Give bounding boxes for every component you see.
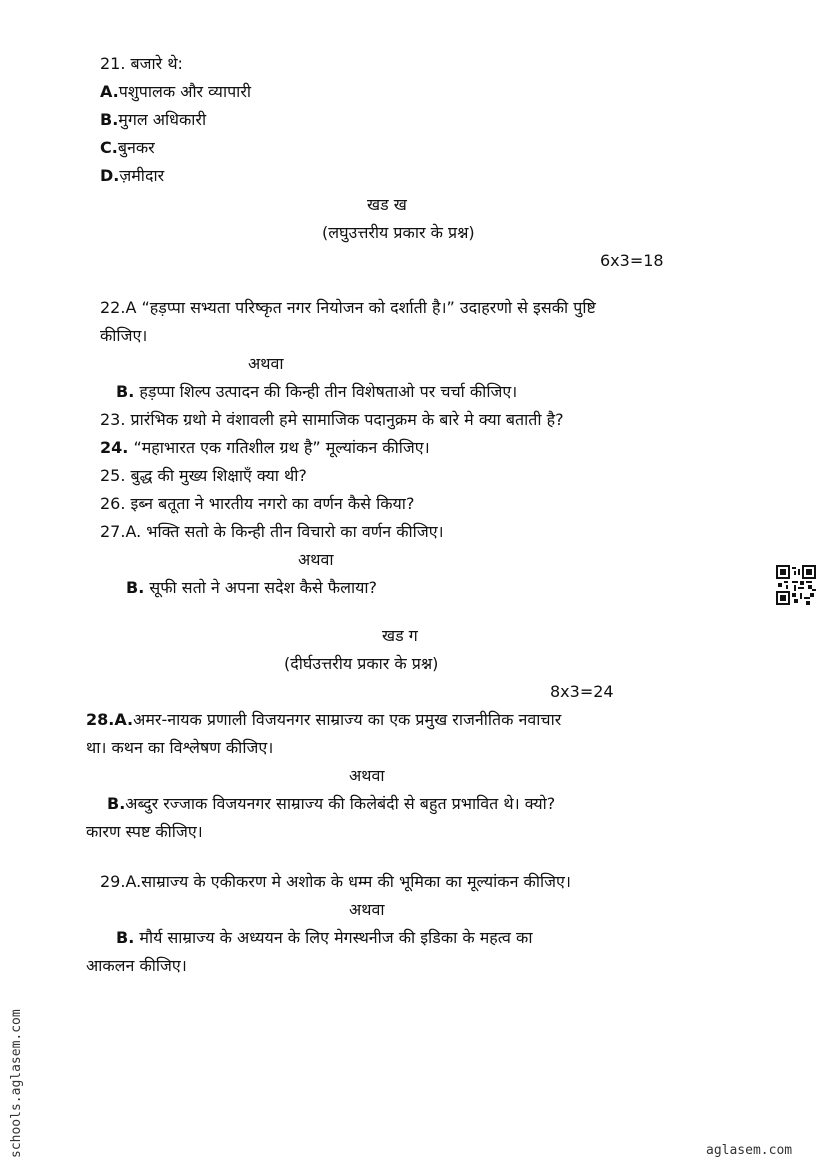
q26: 26. इब्न बतूता ने भारतीय नगरो का वर्णन कैसे किया? <box>100 494 415 513</box>
q28b-line2: कारण स्पष्ट कीजिए। <box>86 822 203 841</box>
qr-code-icon <box>776 565 816 605</box>
section-c-marks: 8x3=24 <box>550 682 614 701</box>
q27b: B. सूफी सतो ने अपना सदेश कैसे फैलाया? <box>126 578 378 597</box>
q24: 24. “महाभारत एक गतिशील ग्रथ है” मूल्यांकन कीजिए। <box>100 438 430 457</box>
section-b-heading: खड ख <box>367 195 407 214</box>
q28-or: अथवा <box>349 766 385 785</box>
q21-option-c: C.बुनकर <box>100 138 155 157</box>
q28a-line1: 28.A.अमर-नायक प्रणाली विजयनगर साम्राज्य का एक प्रमुख राजनीतिक नवाचार <box>86 710 562 729</box>
side-watermark: schools.aglasem.com <box>9 1009 24 1158</box>
section-b-subheading: (लघुउत्तरीय प्रकार के प्रश्न) <box>322 223 475 242</box>
q29b-line2: आकलन कीजिए। <box>86 956 187 975</box>
q28a-line2: था। कथन का विश्लेषण कीजिए। <box>86 738 274 757</box>
q29a: 29.A.साम्राज्य के एकीकरण मे अशोक के धम्म की भूमिका का मूल्यांकन कीजिए। <box>100 872 571 891</box>
q22-or: अथवा <box>248 354 284 373</box>
q29b-line1: B. मौर्य साम्राज्य के अध्ययन के लिए मेगस्थनीज की इडिका के महत्व का <box>116 928 533 947</box>
q23: 23. प्रारंभिक ग्रथो मे वंशावली हमे सामाजिक पदानुक्रम के बारे मे क्या बताती है? <box>100 410 564 429</box>
q21-stem: 21. बजारे थे: <box>100 54 183 73</box>
section-c-heading: खड ग <box>382 626 418 645</box>
section-b-marks: 6x3=18 <box>600 251 664 270</box>
footer-watermark: aglasem.com <box>706 1143 793 1158</box>
q27a: 27.A. भक्ति सतो के किन्ही तीन विचारो का वर्णन कीजिए। <box>100 522 444 541</box>
q22a-line1: 22.A “हड़प्पा सभ्यता परिष्कृत नगर नियोजन को दर्शाती है।” उदाहरणो से इसकी पुष्टि <box>100 298 596 317</box>
q22b: B. हड़प्पा शिल्प उत्पादन की किन्ही तीन विशेषताओ पर चर्चा कीजिए। <box>116 382 518 401</box>
q25: 25. बुद्ध की मुख्य शिक्षाएँ क्या थी? <box>100 466 307 485</box>
q21-option-d: D.ज़मीदार <box>100 166 165 185</box>
q21-option-b: B.मुगल अधिकारी <box>100 110 207 129</box>
section-c-subheading: (दीर्घउत्तरीय प्रकार के प्रश्न) <box>284 654 439 673</box>
q27-or: अथवा <box>298 550 334 569</box>
q29-or: अथवा <box>349 900 385 919</box>
q28b-line1: B.अब्दुर रज्जाक विजयनगर साम्राज्य की किलेबंदी से बहुत प्रभावित थे। क्यो? <box>107 794 556 813</box>
q21-option-a: A.पशुपालक और व्यापारी <box>100 82 252 101</box>
q22a-line2: कीजिए। <box>100 326 148 345</box>
